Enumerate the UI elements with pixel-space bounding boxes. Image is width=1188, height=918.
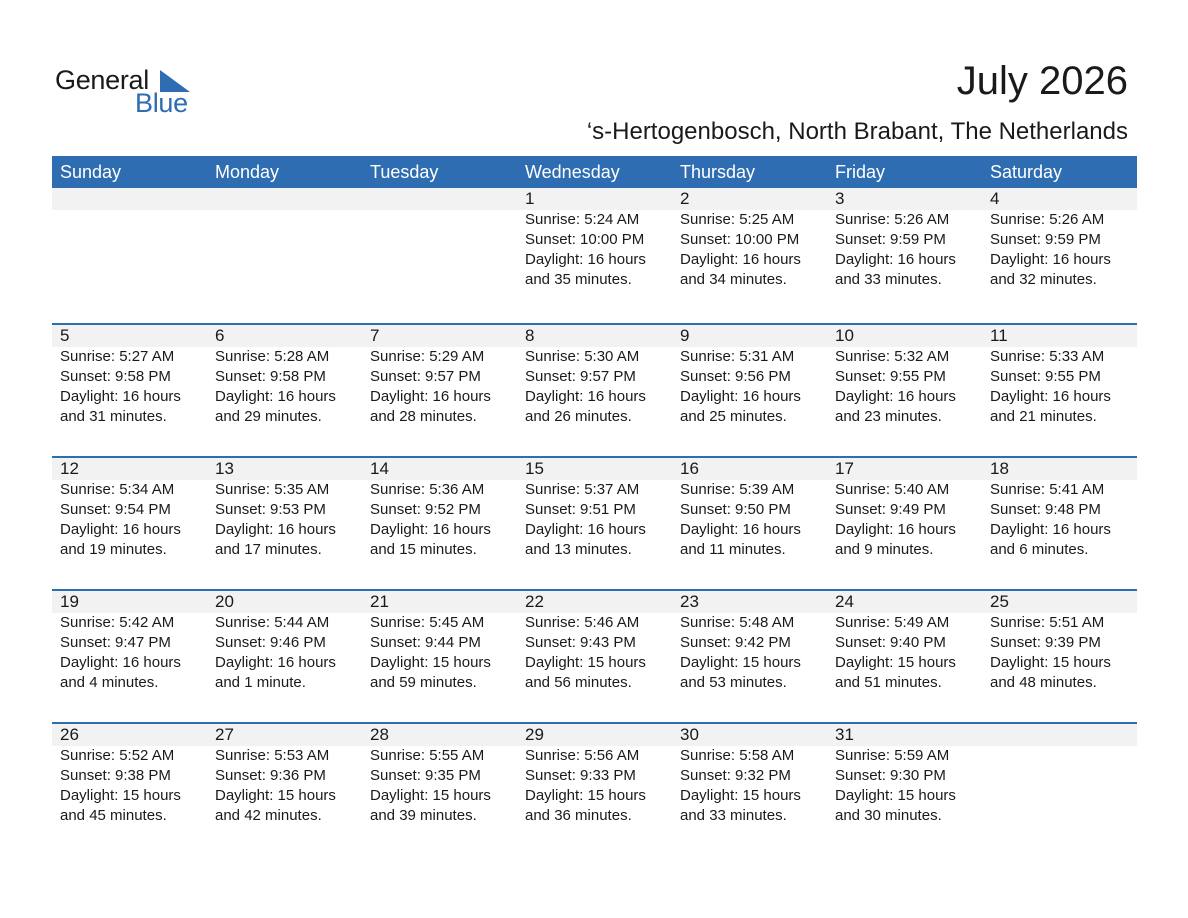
daylight-text: Daylight: 16 hours [370, 388, 491, 405]
daylight-minutes-text: and 26 minutes. [525, 408, 632, 425]
day-number: 10 [835, 326, 854, 345]
day-cell [52, 458, 207, 560]
sunrise-text: Sunrise: 5:59 AM [835, 747, 950, 764]
sunset-text: Sunset: 9:43 PM [525, 634, 636, 651]
day-number: 1 [525, 189, 535, 208]
daylight-minutes-text: and 19 minutes. [60, 541, 167, 558]
daylight-minutes-text: and 1 minute. [215, 674, 306, 691]
sunset-text: Sunset: 9:49 PM [835, 501, 946, 518]
day-cell [362, 458, 517, 560]
sunset-text: Sunset: 9:30 PM [835, 767, 946, 784]
daylight-text: Daylight: 16 hours [990, 251, 1111, 268]
day-cell [982, 188, 1137, 290]
sunset-text: Sunset: 9:55 PM [990, 368, 1101, 385]
sun-info [215, 480, 362, 560]
sun-info [60, 613, 207, 693]
sunrise-text: Sunrise: 5:31 AM [680, 348, 795, 365]
sun-info [990, 480, 1137, 560]
daylight-minutes-text: and 45 minutes. [60, 807, 167, 824]
sun-info [525, 746, 672, 826]
sunset-text: Sunset: 9:57 PM [370, 368, 481, 385]
sunrise-text: Sunrise: 5:45 AM [370, 614, 485, 631]
sun-info [215, 746, 362, 826]
sun-info [680, 613, 827, 693]
sun-info [990, 210, 1137, 290]
day-cell [982, 458, 1137, 560]
day-number: 27 [215, 725, 234, 744]
sun-info [60, 480, 207, 560]
weekday-thursday: Thursday [680, 162, 756, 182]
daylight-minutes-text: and 28 minutes. [370, 408, 477, 425]
sunset-text: Sunset: 9:35 PM [370, 767, 481, 784]
day-number: 31 [835, 725, 854, 744]
day-cell [982, 325, 1137, 427]
sunrise-text: Sunrise: 5:44 AM [215, 614, 330, 631]
daylight-minutes-text: and 35 minutes. [525, 271, 632, 288]
day-cell [52, 188, 207, 290]
week-days [52, 188, 1137, 290]
daylight-minutes-text: and 59 minutes. [370, 674, 477, 691]
sunrise-text: Sunrise: 5:25 AM [680, 211, 795, 228]
sun-info [835, 746, 982, 826]
day-cell [982, 591, 1137, 693]
daylight-text: Daylight: 16 hours [60, 654, 181, 671]
day-number [990, 724, 1137, 746]
sunrise-text: Sunrise: 5:24 AM [525, 211, 640, 228]
day-cell [672, 188, 827, 290]
sun-info [835, 613, 982, 693]
daylight-text: Daylight: 16 hours [680, 251, 801, 268]
sunrise-text: Sunrise: 5:35 AM [215, 481, 330, 498]
day-cell [362, 325, 517, 427]
sunrise-text: Sunrise: 5:51 AM [990, 614, 1105, 631]
day-number: 30 [680, 725, 699, 744]
sunset-text: Sunset: 9:56 PM [680, 368, 791, 385]
daylight-text: Daylight: 16 hours [215, 654, 336, 671]
weekday-friday: Friday [835, 162, 886, 182]
sunset-text: Sunset: 9:59 PM [990, 231, 1101, 248]
sunset-text: Sunset: 9:36 PM [215, 767, 326, 784]
daylight-minutes-text: and 56 minutes. [525, 674, 632, 691]
sunset-text: Sunset: 9:47 PM [60, 634, 171, 651]
weeks-container [52, 188, 1137, 855]
daylight-minutes-text: and 4 minutes. [60, 674, 159, 691]
daylight-minutes-text: and 30 minutes. [835, 807, 942, 824]
weekday-tuesday: Tuesday [370, 162, 439, 182]
day-number: 28 [370, 725, 389, 744]
day-number [60, 188, 207, 210]
sunrise-text: Sunrise: 5:58 AM [680, 747, 795, 764]
daylight-text: Daylight: 15 hours [370, 787, 491, 804]
day-number: 2 [680, 189, 690, 208]
day-cell [827, 458, 982, 560]
day-number: 25 [990, 592, 1009, 611]
daylight-minutes-text: and 42 minutes. [215, 807, 322, 824]
daylight-minutes-text: and 13 minutes. [525, 541, 632, 558]
sun-info [990, 347, 1137, 427]
daylight-minutes-text: and 15 minutes. [370, 541, 477, 558]
sunset-text: Sunset: 9:48 PM [990, 501, 1101, 518]
day-number: 24 [835, 592, 854, 611]
page-title: July 2026 [956, 59, 1128, 103]
daylight-text: Daylight: 16 hours [835, 251, 956, 268]
weekday-monday: Monday [215, 162, 280, 182]
daylight-text: Daylight: 15 hours [525, 654, 646, 671]
week-row [52, 589, 1137, 722]
day-number: 13 [215, 459, 234, 478]
sunrise-text: Sunrise: 5:56 AM [525, 747, 640, 764]
day-cell [207, 591, 362, 693]
week-row [52, 323, 1137, 456]
day-number: 19 [60, 592, 79, 611]
sunrise-text: Sunrise: 5:48 AM [680, 614, 795, 631]
day-cell [362, 724, 517, 826]
sun-info [525, 347, 672, 427]
daylight-minutes-text: and 29 minutes. [215, 408, 322, 425]
daylight-text: Daylight: 16 hours [370, 521, 491, 538]
weekday-saturday: Saturday [990, 162, 1063, 182]
day-cell [827, 724, 982, 826]
sunset-text: Sunset: 9:58 PM [60, 368, 171, 385]
day-cell [517, 325, 672, 427]
sun-info [680, 480, 827, 560]
day-number: 7 [370, 326, 380, 345]
daylight-text: Daylight: 15 hours [60, 787, 181, 804]
day-number [215, 188, 362, 210]
sunset-text: Sunset: 9:52 PM [370, 501, 481, 518]
daylight-minutes-text: and 39 minutes. [370, 807, 477, 824]
daylight-text: Daylight: 16 hours [215, 388, 336, 405]
week-days [52, 591, 1137, 693]
daylight-minutes-text: and 53 minutes. [680, 674, 787, 691]
sun-info [525, 210, 672, 290]
sun-info [835, 480, 982, 560]
daylight-minutes-text: and 51 minutes. [835, 674, 942, 691]
sun-info [370, 480, 517, 560]
generalblue-logo [55, 64, 205, 120]
sunset-text: Sunset: 9:38 PM [60, 767, 171, 784]
day-cell [827, 188, 982, 290]
day-cell [52, 325, 207, 427]
sun-info [680, 347, 827, 427]
daylight-minutes-text: and 23 minutes. [835, 408, 942, 425]
sunrise-text: Sunrise: 5:46 AM [525, 614, 640, 631]
day-cell [362, 591, 517, 693]
day-number: 5 [60, 326, 70, 345]
logo-general-text: General [55, 65, 149, 95]
day-number: 17 [835, 459, 854, 478]
day-number: 16 [680, 459, 699, 478]
sun-info [835, 347, 982, 427]
sun-info [370, 746, 517, 826]
daylight-text: Daylight: 15 hours [215, 787, 336, 804]
sunset-text: Sunset: 9:57 PM [525, 368, 636, 385]
sun-info [215, 613, 362, 693]
day-cell [982, 724, 1137, 826]
sunrise-text: Sunrise: 5:53 AM [215, 747, 330, 764]
sunset-text: Sunset: 9:58 PM [215, 368, 326, 385]
day-cell [517, 188, 672, 290]
daylight-minutes-text: and 25 minutes. [680, 408, 787, 425]
daylight-text: Daylight: 16 hours [525, 251, 646, 268]
logo-blue-text: Blue [135, 88, 188, 118]
daylight-text: Daylight: 16 hours [835, 388, 956, 405]
daylight-text: Daylight: 15 hours [990, 654, 1111, 671]
daylight-text: Daylight: 15 hours [835, 654, 956, 671]
day-number: 3 [835, 189, 845, 208]
day-number: 22 [525, 592, 544, 611]
day-number: 15 [525, 459, 544, 478]
day-cell [207, 724, 362, 826]
sunset-text: Sunset: 9:40 PM [835, 634, 946, 651]
sunrise-text: Sunrise: 5:40 AM [835, 481, 950, 498]
sunrise-text: Sunrise: 5:36 AM [370, 481, 485, 498]
daylight-text: Daylight: 16 hours [990, 388, 1111, 405]
daylight-minutes-text: and 21 minutes. [990, 408, 1097, 425]
day-cell [207, 325, 362, 427]
sun-info [525, 613, 672, 693]
day-cell [672, 458, 827, 560]
daylight-text: Daylight: 16 hours [60, 521, 181, 538]
week-row [52, 722, 1137, 855]
daylight-text: Daylight: 16 hours [215, 521, 336, 538]
daylight-minutes-text: and 33 minutes. [835, 271, 942, 288]
day-cell [52, 591, 207, 693]
daylight-minutes-text: and 34 minutes. [680, 271, 787, 288]
daylight-text: Daylight: 15 hours [680, 787, 801, 804]
sunset-text: Sunset: 9:55 PM [835, 368, 946, 385]
daylight-minutes-text: and 31 minutes. [60, 408, 167, 425]
week-days [52, 724, 1137, 826]
day-cell [827, 325, 982, 427]
sun-info [215, 347, 362, 427]
sunrise-text: Sunrise: 5:30 AM [525, 348, 640, 365]
sun-info [990, 613, 1137, 693]
sunset-text: Sunset: 9:32 PM [680, 767, 791, 784]
day-cell [672, 325, 827, 427]
daylight-minutes-text: and 17 minutes. [215, 541, 322, 558]
sunset-text: Sunset: 9:46 PM [215, 634, 326, 651]
sun-info [370, 347, 517, 427]
sunset-text: Sunset: 9:51 PM [525, 501, 636, 518]
day-number: 9 [680, 326, 690, 345]
calendar [52, 156, 1137, 855]
sunset-text: Sunset: 9:53 PM [215, 501, 326, 518]
sunrise-text: Sunrise: 5:29 AM [370, 348, 485, 365]
day-number: 4 [990, 189, 1000, 208]
daylight-minutes-text: and 11 minutes. [680, 541, 786, 558]
sunset-text: Sunset: 9:44 PM [370, 634, 481, 651]
sun-info [525, 480, 672, 560]
week-days [52, 458, 1137, 560]
day-cell [672, 724, 827, 826]
weekday-header [52, 156, 1137, 188]
day-number [370, 188, 517, 210]
sunset-text: Sunset: 9:50 PM [680, 501, 791, 518]
daylight-minutes-text: and 48 minutes. [990, 674, 1097, 691]
day-cell [207, 458, 362, 560]
sun-info [370, 613, 517, 693]
sunset-text: Sunset: 10:00 PM [680, 231, 800, 248]
weekday-wednesday: Wednesday [525, 162, 620, 182]
week-row [52, 188, 1137, 323]
daylight-text: Daylight: 16 hours [60, 388, 181, 405]
sun-info [680, 746, 827, 826]
weekday-sunday: Sunday [60, 162, 122, 182]
sunset-text: Sunset: 9:39 PM [990, 634, 1101, 651]
daylight-text: Daylight: 15 hours [370, 654, 491, 671]
daylight-text: Daylight: 15 hours [835, 787, 956, 804]
daylight-minutes-text: and 36 minutes. [525, 807, 632, 824]
sunrise-text: Sunrise: 5:34 AM [60, 481, 175, 498]
day-number: 20 [215, 592, 234, 611]
daylight-text: Daylight: 16 hours [835, 521, 956, 538]
daylight-minutes-text: and 33 minutes. [680, 807, 787, 824]
sunrise-text: Sunrise: 5:52 AM [60, 747, 175, 764]
week-days [52, 325, 1137, 427]
week-row [52, 456, 1137, 589]
sunset-text: Sunset: 9:59 PM [835, 231, 946, 248]
day-cell [362, 188, 517, 290]
sunrise-text: Sunrise: 5:37 AM [525, 481, 640, 498]
day-number: 26 [60, 725, 79, 744]
sunset-text: Sunset: 9:33 PM [525, 767, 636, 784]
day-number: 21 [370, 592, 389, 611]
sunrise-text: Sunrise: 5:55 AM [370, 747, 485, 764]
sun-info [60, 347, 207, 427]
sunrise-text: Sunrise: 5:27 AM [60, 348, 175, 365]
day-cell [672, 591, 827, 693]
sun-info [835, 210, 982, 290]
sunset-text: Sunset: 9:42 PM [680, 634, 791, 651]
day-cell [517, 591, 672, 693]
day-number: 29 [525, 725, 544, 744]
daylight-text: Daylight: 15 hours [525, 787, 646, 804]
location-subtitle: ‘s-Hertogenbosch, North Brabant, The Netherlands [586, 118, 1128, 145]
sunrise-text: Sunrise: 5:42 AM [60, 614, 175, 631]
daylight-text: Daylight: 16 hours [525, 521, 646, 538]
day-number: 12 [60, 459, 79, 478]
daylight-text: Daylight: 16 hours [680, 521, 801, 538]
day-cell [207, 188, 362, 290]
sunrise-text: Sunrise: 5:32 AM [835, 348, 950, 365]
daylight-text: Daylight: 15 hours [680, 654, 801, 671]
day-cell [827, 591, 982, 693]
daylight-text: Daylight: 16 hours [525, 388, 646, 405]
daylight-minutes-text: and 6 minutes. [990, 541, 1089, 558]
sunrise-text: Sunrise: 5:39 AM [680, 481, 795, 498]
sunset-text: Sunset: 9:54 PM [60, 501, 171, 518]
sunrise-text: Sunrise: 5:26 AM [835, 211, 950, 228]
sunset-text: Sunset: 10:00 PM [525, 231, 645, 248]
day-number: 14 [370, 459, 389, 478]
sun-info [60, 746, 207, 826]
day-number: 6 [215, 326, 225, 345]
sunrise-text: Sunrise: 5:41 AM [990, 481, 1105, 498]
day-cell [52, 724, 207, 826]
day-number: 18 [990, 459, 1009, 478]
day-number: 8 [525, 326, 535, 345]
daylight-minutes-text: and 32 minutes. [990, 271, 1097, 288]
sunrise-text: Sunrise: 5:28 AM [215, 348, 330, 365]
day-number: 11 [990, 326, 1008, 345]
sunrise-text: Sunrise: 5:49 AM [835, 614, 950, 631]
day-cell [517, 724, 672, 826]
daylight-text: Daylight: 16 hours [990, 521, 1111, 538]
sun-info [680, 210, 827, 290]
day-number: 23 [680, 592, 699, 611]
daylight-minutes-text: and 9 minutes. [835, 541, 934, 558]
sunrise-text: Sunrise: 5:26 AM [990, 211, 1105, 228]
daylight-text: Daylight: 16 hours [680, 388, 801, 405]
day-cell [517, 458, 672, 560]
sunrise-text: Sunrise: 5:33 AM [990, 348, 1105, 365]
